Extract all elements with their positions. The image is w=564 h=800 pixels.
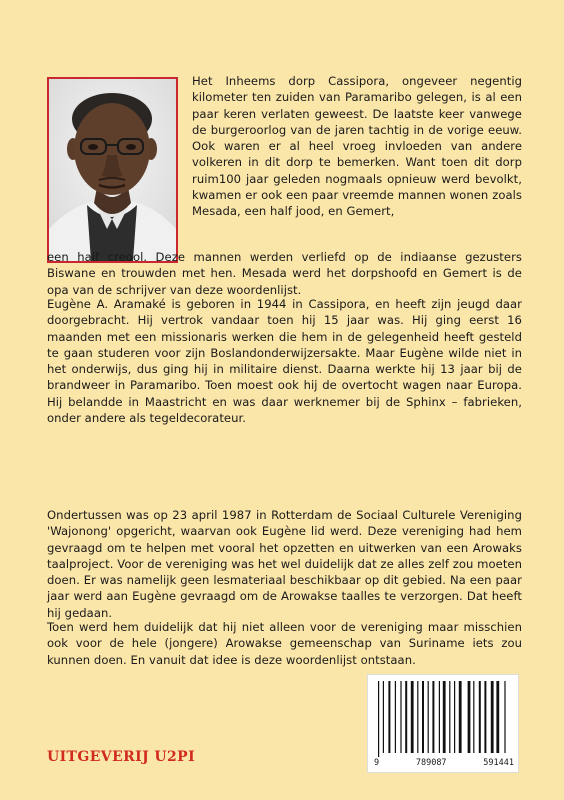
barcode-bar: [484, 681, 486, 753]
barcode-bar: [383, 681, 384, 753]
barcode-bar: [491, 681, 494, 753]
barcode-bar: [449, 681, 450, 753]
barcode-bar: [388, 681, 390, 753]
barcode-bar: [504, 681, 505, 753]
isbn-digit-group-2: 591441: [483, 758, 514, 768]
author-photo: [47, 77, 178, 263]
isbn-barcode: [367, 674, 519, 773]
paragraph-biography: Eugène A. Aramaké is geboren in 1944 in Cassipora, en heeft zijn jeugd daar doorgebracht. Hij vertrok vandaar toen hij 15 jaar was. Hij ging eerst 16 maanden met een missionaris werken die hem in de gelegenheid heeft gesteld te gaan studeren voor zijn Boslandonderwijzersakte. Maar Eugène wilde niet in het onderwijs, dus ging hij in militaire dienst. Daarna werkte hij 13 jaar bij de brandweer in Paramaribo. Toen moest ook hij de overtocht wagen naar Europa. Hij belandde in Maastricht en was daar werknemer bij de Sphinx – fabrieken, onder andere als tegeldecorateur.: [47, 297, 522, 426]
barcode-bar: [479, 681, 481, 753]
barcode-bar: [400, 681, 401, 753]
barcode-bar: [395, 681, 396, 753]
barcode-bar: [496, 681, 499, 753]
isbn-number: [374, 758, 514, 768]
paragraph-intro: Het Inheems dorp Cassipora, ongeveer negentig kilometer ten zuiden van Paramaribo gelegen, is al een paar keren verlaten geweest. De laatste keer vanwege de burgeroorlog van de jaren tachtig in de vorige eeuw. Ook waren er al heel vroeg invloeden van andere volkeren in dit dorp te bemerken. Want toen dit dorp ruim100 jaar geleden nogmaals opnieuw werd bevolkt, kwamen er ook een paar vreemde mannen wonen zoals Mesada, een half jood, en Gemert,: [192, 74, 522, 219]
barcode-bar: [411, 681, 414, 753]
barcode-bar: [443, 681, 446, 753]
barcode-bar: [468, 681, 471, 753]
barcode-bar: [428, 681, 429, 753]
isbn-digit-group-1: 789087: [415, 758, 447, 768]
barcode-bars: [368, 675, 518, 757]
barcode-bar: [378, 681, 379, 757]
barcode-bar: [417, 681, 418, 753]
barcode-bar: [432, 681, 434, 753]
barcode-bar: [459, 681, 462, 753]
paragraph-intro-continued: een half creool. Deze mannen werden verliefd op de indiaanse gezusters Biswane en trouwden met hen. Mesada werd het dorpshoofd en Gemert is de opa van de schrijver van deze woordenlijst.: [47, 250, 522, 297]
barcode-bar: [439, 681, 440, 753]
paragraph-association: Ondertussen was op 23 april 1987 in Rotterdam de Sociaal Culturele Vereniging 'Wajonong' opgericht, waarvan ook Eugène lid werd. Deze vereniging had hem gevraagd om te helpen met vooral het opzetten en uitwerken van een Arowaks taalproject. Voor de vereniging was het wel duidelijk dat ze alles zelf zou moeten doen. Er was namelijk geen lesmateriaal beschikbaar op dit gebied. Na een paar jaar werd aan Eugène gevraagd om de Arowakse taalles te verzorgen. Dat heeft hij gedaan.: [47, 508, 522, 620]
barcode-bar: [405, 681, 407, 753]
paragraph-origin: Toen werd hem duidelijk dat hij niet alleen voor de vereniging maar misschien ook voor de hele (jongere) Arowakse gemeenschap van Suriname iets zou kunnen doen. En vanuit dat idee is deze woordenlijst ontstaan.: [47, 620, 522, 667]
isbn-digit-prefix: 9: [374, 758, 380, 768]
barcode-bar: [454, 681, 455, 753]
author-portrait-image: [49, 79, 176, 261]
barcode-bar: [473, 681, 474, 753]
publisher-name: UITGEVERIJ U2PI: [47, 749, 196, 765]
barcode-bar: [422, 681, 424, 753]
